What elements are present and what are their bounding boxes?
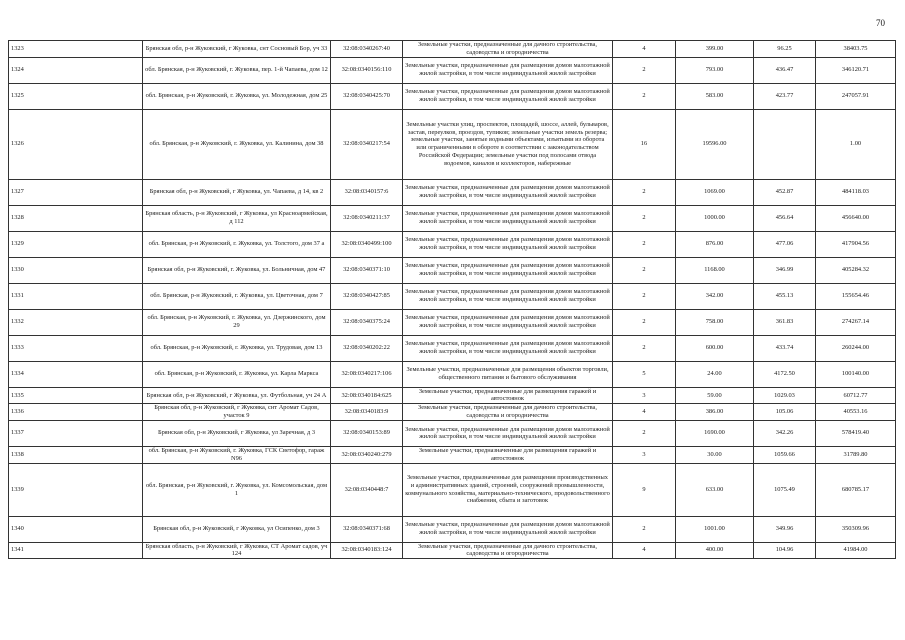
specific-value-cell: 105.06 (754, 404, 816, 421)
specific-value-cell (754, 109, 816, 179)
address-cell: обл. Брянская, р-н Жуковский, г. Жуковка, ул. Цветочная, дом 7 (143, 283, 331, 309)
cadastral-number-cell: 32:08:0340499:100 (331, 231, 403, 257)
area-cell: 633.00 (676, 463, 754, 516)
table-row (9, 387, 896, 404)
land-use-cell: Земельные участки, предназначенные для размещения домов малоэтажной жилой застройки, в том числе индивидуальной жилой застройки (403, 83, 613, 109)
cadastral-number-cell: 32:08:0340371:10 (331, 257, 403, 283)
area-cell: 399.00 (676, 41, 754, 58)
table-row (9, 446, 896, 463)
cadastral-value-cell: 155654.46 (816, 283, 896, 309)
cadastral-number-cell: 32:08:0340448:7 (331, 463, 403, 516)
group-cell: 4 (613, 404, 676, 421)
row-number-cell: 1340 (9, 516, 143, 542)
area-cell: 758.00 (676, 309, 754, 335)
specific-value-cell: 477.06 (754, 231, 816, 257)
cadastral-value-cell: 274267.14 (816, 309, 896, 335)
specific-value-cell: 4172.50 (754, 361, 816, 387)
row-number-cell: 1325 (9, 83, 143, 109)
group-cell: 9 (613, 463, 676, 516)
cadastral-number-cell: 32:08:0340202:22 (331, 335, 403, 361)
cadastral-value-cell: 405284.32 (816, 257, 896, 283)
row-number-cell: 1332 (9, 309, 143, 335)
cadastral-value-cell: 484118.03 (816, 179, 896, 205)
group-cell: 2 (613, 309, 676, 335)
row-number-cell: 1336 (9, 404, 143, 421)
area-cell: 24.00 (676, 361, 754, 387)
land-use-cell: Земельные участки, предназначенные для размещения домов малоэтажной жилой застройки, в том числе индивидуальной жилой застройки (403, 179, 613, 205)
group-cell: 2 (613, 283, 676, 309)
area-cell: 793.00 (676, 57, 754, 83)
cadastral-value-cell: 578419.40 (816, 420, 896, 446)
area-cell: 1000.00 (676, 205, 754, 231)
land-use-cell: Земельные участки, предназначенные для размещения домов малоэтажной жилой застройки, в том числе индивидуальной жилой застройки (403, 205, 613, 231)
cadastral-value-cell: 247057.91 (816, 83, 896, 109)
table-row (9, 361, 896, 387)
cadastral-value-cell: 680785.17 (816, 463, 896, 516)
specific-value-cell: 433.74 (754, 335, 816, 361)
address-cell: Брянская обл, р-н Жуковский, г Жуковка, ул Заречная, д 3 (143, 420, 331, 446)
group-cell: 2 (613, 57, 676, 83)
cadastral-value-cell: 1.00 (816, 109, 896, 179)
table-body (9, 41, 896, 559)
group-cell: 2 (613, 335, 676, 361)
table-row (9, 283, 896, 309)
group-cell: 5 (613, 361, 676, 387)
row-number-cell: 1324 (9, 57, 143, 83)
cadastral-number-cell: 32:08:0340240:279 (331, 446, 403, 463)
specific-value-cell: 346.99 (754, 257, 816, 283)
land-use-cell: Земельные участки, предназначенные для размещения гаражей и автостоянок (403, 446, 613, 463)
cadastral-value-cell: 100140.00 (816, 361, 896, 387)
address-cell: Брянская область, р-н Жуковский, г Жуковка, СТ Аромат садов, уч 124 (143, 542, 331, 559)
group-cell: 2 (613, 231, 676, 257)
specific-value-cell: 436.47 (754, 57, 816, 83)
row-number-cell: 1341 (9, 542, 143, 559)
specific-value-cell: 342.26 (754, 420, 816, 446)
address-cell: обл. Брянская, р-н Жуковский, г. Жуковка, ул. Комсомольская, дом 1 (143, 463, 331, 516)
table-row (9, 516, 896, 542)
specific-value-cell: 456.64 (754, 205, 816, 231)
group-cell: 2 (613, 516, 676, 542)
group-cell: 2 (613, 179, 676, 205)
land-use-cell: Земельные участки, предназначенные для размещения домов малоэтажной жилой застройки, в том числе индивидуальной жилой застройки (403, 257, 613, 283)
land-use-cell: Земельные участки, предназначенные для размещения домов малоэтажной жилой застройки, в том числе индивидуальной жилой застройки (403, 57, 613, 83)
row-number-cell: 1327 (9, 179, 143, 205)
specific-value-cell: 96.25 (754, 41, 816, 58)
area-cell: 400.00 (676, 542, 754, 559)
land-use-cell: Земельные участки, предназначенные для размещения производственных и административных зданий, строений, сооружений промышленности, коммунального хозяйства, материально-технического, продовольственного снабжения, сбыта и заготовок (403, 463, 613, 516)
table-row (9, 205, 896, 231)
address-cell: обл. Брянская, р-н Жуковский, г. Жуковка, ул. Молодежная, дом 25 (143, 83, 331, 109)
row-number-cell: 1331 (9, 283, 143, 309)
table-row (9, 257, 896, 283)
row-number-cell: 1326 (9, 109, 143, 179)
table-row (9, 463, 896, 516)
land-use-cell: Земельные участки, предназначенные для дачного строительства, садоводства и огородничества (403, 41, 613, 58)
cadastral-number-cell: 32:08:0340157:6 (331, 179, 403, 205)
land-use-cell: Земельные участки, предназначенные для дачного строительства, садоводства и огородничества (403, 404, 613, 421)
area-cell: 1001.00 (676, 516, 754, 542)
row-number-cell: 1323 (9, 41, 143, 58)
address-cell: Брянская обл, р-н Жуковский, г Жуковка, ул. Чапаева, д 14, кв 2 (143, 179, 331, 205)
land-use-cell: Земельные участки, предназначенные для размещения объектов торговли, общественного питания и бытового обслуживания (403, 361, 613, 387)
table-row (9, 335, 896, 361)
address-cell: обл. Брянская, р-н Жуковский, г. Жуковка, ул. Толстого, дом 37 а (143, 231, 331, 257)
area-cell: 59.00 (676, 387, 754, 404)
area-cell: 876.00 (676, 231, 754, 257)
land-use-cell: Земельные участки улиц, проспектов, площадей, шоссе, аллей, бульваров, застав, переулков, проездов, тупиков; земельные участки земель резерва; земельные участки, занятые водными объектами, изъятыми из оборота или ограниченными в обороте в соответствии с законодательством Российской Федерации; земельные участки под полосами отвода водоемов, каналов и коллекторов, набережные (403, 109, 613, 179)
address-cell: обл. Брянская, р-н Жуковский, г. Жуковка, ул. Дзержинского, дом 29 (143, 309, 331, 335)
cadastral-number-cell: 32:08:0340217:106 (331, 361, 403, 387)
specific-value-cell: 1059.66 (754, 446, 816, 463)
area-cell: 1168.00 (676, 257, 754, 283)
address-cell: обл. Брянская, р-н Жуковский, г. Жуковка, ул. Карла Маркса (143, 361, 331, 387)
cadastral-number-cell: 32:08:0340217:54 (331, 109, 403, 179)
address-cell: обл. Брянская, р-н Жуковский, г. Жуковка, ул. Трудовая, дом 13 (143, 335, 331, 361)
address-cell: Брянская обл, р-н Жуковский, г Жуковка, ул. Футбольная, уч 24 А (143, 387, 331, 404)
specific-value-cell: 423.77 (754, 83, 816, 109)
cadastral-number-cell: 32:08:0340183:9 (331, 404, 403, 421)
group-cell: 2 (613, 205, 676, 231)
cadastral-value-cell: 38403.75 (816, 41, 896, 58)
cadastral-number-cell: 32:08:0340425:70 (331, 83, 403, 109)
address-cell: Брянская обл, р-н Жуковский, г Жуковка, снт Сосновый Бор, уч 33 (143, 41, 331, 58)
table-row (9, 231, 896, 257)
address-cell: Брянская обл, р-н Жуковский, г Жуковка, ул Осипенко, дом 3 (143, 516, 331, 542)
address-cell: Брянская область, р-н Жуковский, г Жуковка, ул Красноармейская, д 112 (143, 205, 331, 231)
cadastral-value-cell: 41984.00 (816, 542, 896, 559)
group-cell: 16 (613, 109, 676, 179)
row-number-cell: 1329 (9, 231, 143, 257)
cadastral-number-cell: 32:08:0340156:110 (331, 57, 403, 83)
cadastral-value-cell: 60712.77 (816, 387, 896, 404)
area-cell: 1690.00 (676, 420, 754, 446)
cadastral-value-cell: 31789.80 (816, 446, 896, 463)
land-use-cell: Земельные участки, предназначенные для размещения домов малоэтажной жилой застройки, в том числе индивидуальной жилой застройки (403, 335, 613, 361)
row-number-cell: 1335 (9, 387, 143, 404)
cadastral-number-cell: 32:08:0340427:85 (331, 283, 403, 309)
table-row (9, 41, 896, 58)
row-number-cell: 1334 (9, 361, 143, 387)
area-cell: 386.00 (676, 404, 754, 421)
table-row (9, 57, 896, 83)
address-cell: Брянская обл, р-н Жуковский, г Жуковка, снт Аромат Садов, участок 9 (143, 404, 331, 421)
group-cell: 2 (613, 83, 676, 109)
land-use-cell: Земельные участки, предназначенные для размещения домов малоэтажной жилой застройки, в том числе индивидуальной жилой застройки (403, 231, 613, 257)
table-row (9, 179, 896, 205)
page-number: 70 (876, 18, 885, 28)
row-number-cell: 1339 (9, 463, 143, 516)
table-row (9, 420, 896, 446)
row-number-cell: 1330 (9, 257, 143, 283)
cadastral-value-cell: 260244.00 (816, 335, 896, 361)
specific-value-cell: 104.96 (754, 542, 816, 559)
row-number-cell: 1333 (9, 335, 143, 361)
table-row (9, 309, 896, 335)
group-cell: 2 (613, 257, 676, 283)
specific-value-cell: 1029.03 (754, 387, 816, 404)
cadastral-number-cell: 32:08:0340211:37 (331, 205, 403, 231)
specific-value-cell: 361.83 (754, 309, 816, 335)
table-row (9, 83, 896, 109)
group-cell: 2 (613, 420, 676, 446)
cadastral-number-cell: 32:08:0340153:89 (331, 420, 403, 446)
cadastral-number-cell: 32:08:0340371:68 (331, 516, 403, 542)
land-use-cell: Земельные участки, предназначенные для дачного строительства, садоводства и огородничества (403, 542, 613, 559)
land-use-cell: Земельные участки, предназначенные для размещения домов малоэтажной жилой застройки, в том числе индивидуальной жилой застройки (403, 309, 613, 335)
address-cell: обл. Брянская, р-н Жуковский, г. Жуковка, ул. Калинина, дом 38 (143, 109, 331, 179)
cadastral-number-cell: 32:08:0340184:625 (331, 387, 403, 404)
area-cell: 583.00 (676, 83, 754, 109)
land-use-cell: Земельные участки, предназначенные для размещения домов малоэтажной жилой застройки, в том числе индивидуальной жилой застройки (403, 516, 613, 542)
row-number-cell: 1328 (9, 205, 143, 231)
table-row (9, 109, 896, 179)
specific-value-cell: 349.96 (754, 516, 816, 542)
group-cell: 4 (613, 542, 676, 559)
cadastral-number-cell: 32:08:0340183:124 (331, 542, 403, 559)
area-cell: 342.00 (676, 283, 754, 309)
area-cell: 600.00 (676, 335, 754, 361)
specific-value-cell: 1075.49 (754, 463, 816, 516)
land-use-cell: Земельные участки, предназначенные для размещения домов малоэтажной жилой застройки, в том числе индивидуальной жилой застройки (403, 420, 613, 446)
address-cell: обл. Брянская, р-н Жуковский, г. Жуковка, ГСК Светофор, гараж N96 (143, 446, 331, 463)
area-cell: 1069.00 (676, 179, 754, 205)
table-row (9, 542, 896, 559)
cadastral-value-cell: 456640.00 (816, 205, 896, 231)
land-registry-table (8, 40, 896, 559)
cadastral-number-cell: 32:08:0340375:24 (331, 309, 403, 335)
group-cell: 3 (613, 387, 676, 404)
cadastral-value-cell: 346120.71 (816, 57, 896, 83)
land-use-cell: Земельные участки, предназначенные для размещения домов малоэтажной жилой застройки, в том числе индивидуальной жилой застройки (403, 283, 613, 309)
group-cell: 3 (613, 446, 676, 463)
table-row (9, 404, 896, 421)
cadastral-value-cell: 417904.56 (816, 231, 896, 257)
cadastral-value-cell: 40553.16 (816, 404, 896, 421)
area-cell: 19596.00 (676, 109, 754, 179)
row-number-cell: 1337 (9, 420, 143, 446)
address-cell: обл. Брянская, р-н Жуковский, г. Жуковка, пер. 1-й Чапаева, дом 12 (143, 57, 331, 83)
address-cell: Брянская обл, р-н Жуковский, г. Жуковка, ул. Больничная, дом 47 (143, 257, 331, 283)
cadastral-value-cell: 350309.96 (816, 516, 896, 542)
specific-value-cell: 452.87 (754, 179, 816, 205)
cadastral-number-cell: 32:08:0340267:40 (331, 41, 403, 58)
group-cell: 4 (613, 41, 676, 58)
land-use-cell: Земельные участки, предназначенные для размещения гаражей и автостоянок (403, 387, 613, 404)
row-number-cell: 1338 (9, 446, 143, 463)
specific-value-cell: 455.13 (754, 283, 816, 309)
area-cell: 30.00 (676, 446, 754, 463)
